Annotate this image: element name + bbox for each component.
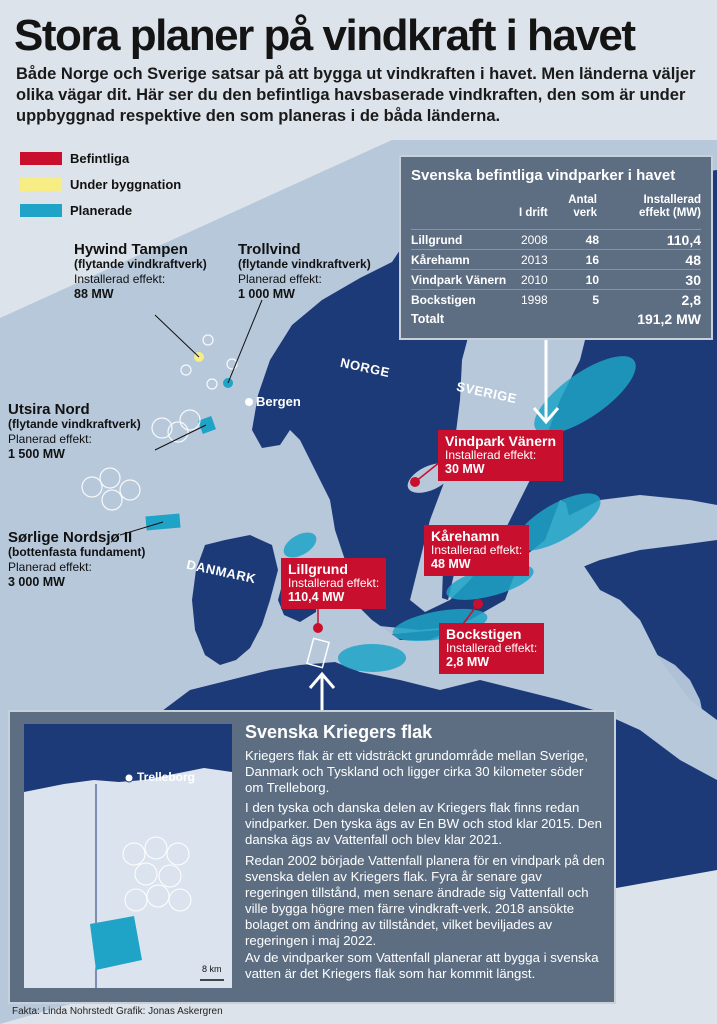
- legend-swatch: [20, 204, 62, 217]
- label-trollvind: [238, 242, 371, 302]
- label-utsira-nord: [8, 402, 141, 462]
- row-power: 110,4: [666, 232, 701, 248]
- table-total-row: [411, 309, 701, 329]
- legend-swatch: [20, 152, 62, 165]
- inset-city-dot: [125, 774, 133, 782]
- scale-label: 8 km: [202, 964, 222, 974]
- existing-parks-table: [399, 155, 713, 340]
- row-count: 16: [585, 253, 599, 267]
- kriegers-paragraph: I den tyska och danska delen av Kriegers flak finns redan vindparker. Den tyska ägs av En BW och stod klar 2015. Den danska ägs av Vattenfall och blev klar 2021.: [245, 800, 602, 847]
- country-label-sweden: SVERIGE: [455, 378, 519, 407]
- total-label: Totalt: [411, 312, 445, 326]
- park-value: 30 MW: [445, 462, 485, 476]
- table-col-count: Antal verk: [568, 194, 597, 219]
- park-name: Lillgrund: [288, 561, 348, 577]
- planned-area: [338, 644, 406, 672]
- table-title: Svenska befintliga vindparker i havet: [411, 167, 676, 184]
- inset-city-label: Trelleborg: [137, 770, 196, 784]
- row-year: 2008: [521, 233, 548, 247]
- park-value: 48 MW: [431, 557, 471, 571]
- park-effect-label: Planerad effekt:: [8, 560, 92, 574]
- kriegers-inset-map: [24, 724, 232, 988]
- row-name: Kårehamn: [411, 253, 470, 267]
- label-vindpark-vanern: [438, 430, 563, 481]
- park-effect-label: Installerad effekt:: [445, 448, 537, 462]
- country-label-denmark: DANMARK: [185, 556, 258, 587]
- kriegers-paragraph: Kriegers flak är ett vidsträckt grundområde mellan Sverige, Danmark och Tyskland och ligger cirka 30 kilometer söder om Trelleborg.: [245, 748, 589, 795]
- park-name: Sørlige Nordsjø II: [8, 529, 133, 546]
- legend-swatch: [20, 178, 62, 191]
- park-value: 88 MW: [74, 287, 114, 301]
- kriegers-paragraph: Redan 2002 började Vattenfall planera för en vindpark på den svenska delen av Kriegers flak. Fyra år senare gav regeringen tillstånd, men senare ändrade sig Vattenfall och ville bygga högre men färre vindkraft-verk. 2018 ansökte bolaget om ändring av tillståndet, vilket beviljades av regeringen i maj 2022.: [245, 853, 605, 948]
- inset-kriegers-area: [90, 916, 142, 970]
- park-name: Trollvind: [238, 241, 301, 258]
- table-col-year: I drift: [519, 207, 548, 219]
- label-sorlige-nordsjo: [8, 530, 145, 590]
- park-sub: (flytande vindkraftverk): [74, 257, 207, 271]
- row-year: 2010: [521, 273, 548, 287]
- table-row: [411, 289, 701, 310]
- city-label-bergen: Bergen: [256, 394, 301, 409]
- label-karehamn: [424, 525, 529, 576]
- park-effect-label: Installerad effekt:: [446, 641, 538, 655]
- footer-credits: Fakta: Linda Nohrstedt Grafik: Jonas Askergren: [12, 1006, 223, 1017]
- park-effect-label: Installerad effekt:: [288, 576, 380, 590]
- park-name: Bockstigen: [446, 626, 522, 642]
- park-name: Utsira Nord: [8, 401, 90, 418]
- park-sub: (bottenfasta fundament): [8, 545, 146, 559]
- row-year: 1998: [521, 293, 548, 307]
- park-name: Vindpark Vänern: [445, 433, 557, 449]
- row-count: 5: [592, 293, 599, 307]
- kriegers-paragraph: Av de vindparker som Vattenfall planerar att bygga i svenska vatten är det Kriegers flak som har kommit längst.: [245, 950, 599, 981]
- park-effect-label: Installerad effekt:: [431, 543, 523, 557]
- table-col-power: Installerad effekt (MW): [639, 194, 701, 219]
- park-value: 1 000 MW: [238, 287, 295, 301]
- park-value: 2,8 MW: [446, 655, 490, 669]
- row-name: Lillgrund: [411, 233, 463, 247]
- inset-svg: [24, 724, 232, 988]
- row-power: 2,8: [681, 292, 701, 308]
- label-hywind-tampen: [74, 242, 207, 302]
- park-effect-label: Planerad effekt:: [8, 432, 92, 446]
- row-year: 2013: [521, 253, 548, 267]
- page-title: Stora planer på vindkraft i havet: [14, 11, 635, 60]
- total-value: 191,2 MW: [637, 311, 701, 327]
- park-name: Kårehamn: [431, 528, 500, 544]
- legend-label: Under byggnation: [70, 177, 182, 192]
- kriegers-flak-box: [8, 710, 616, 1004]
- row-power: 48: [685, 252, 701, 268]
- kriegers-title: Svenska Kriegers flak: [245, 722, 433, 742]
- park-effect-label: Planerad effekt:: [238, 272, 322, 286]
- label-bockstigen: [439, 623, 544, 674]
- country-label-norway: NORGE: [338, 354, 392, 381]
- row-name: Bockstigen: [411, 293, 476, 307]
- park-value: 3 000 MW: [8, 575, 65, 589]
- park-name: Hywind Tampen: [74, 241, 188, 258]
- table-row: [411, 229, 701, 250]
- park-sub: (flytande vindkraftverk): [238, 257, 371, 271]
- row-power: 30: [685, 272, 701, 288]
- legend-label: Planerade: [70, 203, 133, 218]
- row-count: 10: [585, 273, 599, 287]
- row-name: Vindpark Vänern: [411, 273, 507, 287]
- park-sub: (flytande vindkraftverk): [8, 417, 141, 431]
- intro-text: Både Norge och Sverige satsar på att bygga ut vindkraften i havet. Men länderna väljer olika vägar dit. Här ser du den befintliga havsbaserade vindkraften, den som är under uppbyggnad respektive den som planeras i de båda länderna.: [16, 65, 696, 125]
- bergen-dot: [245, 398, 253, 406]
- row-count: 48: [585, 233, 599, 247]
- legend-label: Befintliga: [70, 151, 130, 166]
- park-effect-label: Installerad effekt:: [74, 272, 166, 286]
- park-value: 1 500 MW: [8, 447, 65, 461]
- table-row: [411, 249, 701, 270]
- inset-turbines: [123, 837, 191, 911]
- park-value: 110,4 MW: [288, 590, 345, 604]
- label-lillgrund: [281, 558, 386, 609]
- table-row: [411, 269, 701, 290]
